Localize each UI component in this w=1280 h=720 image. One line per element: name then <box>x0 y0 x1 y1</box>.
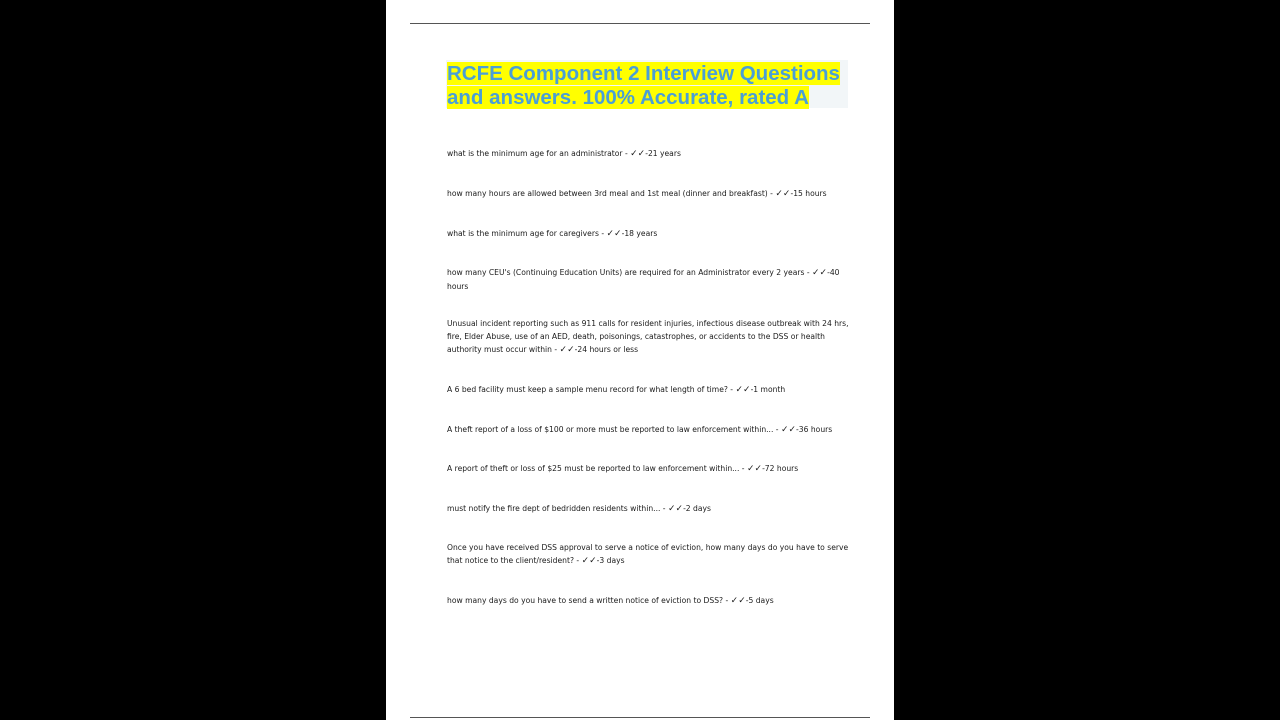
qa-item-11 <box>447 594 849 608</box>
question-text: how many days do you have to send a written notice of eviction to DSS? - <box>447 596 729 605</box>
check-icon: ✓✓ <box>730 596 746 606</box>
question-text: Unusual incident reporting such as 911 calls for resident injuries, infectious disease outbreak with 24 hrs, fire, Elder Abuse, use of an AED, death, poisonings, catastrophes, or accidents to the DSS or health authority must occur within - <box>447 319 849 354</box>
qa-item-5 <box>447 317 849 357</box>
check-icon: ✓✓ <box>775 189 791 199</box>
qa-item-9 <box>447 502 849 516</box>
answer-text: -40 hours <box>447 268 840 291</box>
check-icon: ✓✓ <box>812 268 828 278</box>
question-text: what is the minimum age for caregivers - <box>447 229 605 238</box>
answer-text: -24 hours or less <box>574 345 639 354</box>
qa-item-2 <box>447 187 849 201</box>
qa-item-7 <box>447 423 849 437</box>
answer-text: -36 hours <box>796 425 833 434</box>
qa-item-4 <box>447 266 849 293</box>
check-icon: ✓✓ <box>667 504 684 514</box>
question-text: how many hours are allowed between 3rd meal and 1st meal (dinner and breakfast) - <box>447 189 773 198</box>
answer-text: -21 years <box>645 149 681 158</box>
check-icon: ✓✓ <box>735 385 751 395</box>
qa-item-6 <box>447 383 849 397</box>
question-text: A report of theft or loss of $25 must be reported to law enforcement within... - <box>447 464 745 473</box>
qa-item-1 <box>447 147 849 161</box>
answer-text: -3 days <box>596 556 625 565</box>
qa-item-3 <box>447 227 849 241</box>
answer-text: -2 days <box>683 504 711 513</box>
document-page <box>386 0 894 720</box>
answer-text: -5 days <box>745 596 774 605</box>
bottom-rule <box>410 717 870 718</box>
question-text: must notify the fire dept of bedridden residents within... - <box>447 504 666 513</box>
title-highlight: RCFE Component 2 Interview Questions and answers. 100% Accurate, rated A <box>447 62 840 109</box>
qa-item-8 <box>447 462 849 476</box>
check-icon: ✓✓ <box>559 345 575 355</box>
answer-text: -18 years <box>621 229 658 238</box>
top-rule <box>410 23 870 24</box>
document-title <box>447 62 847 110</box>
check-icon: ✓✓ <box>606 229 622 239</box>
qa-item-10 <box>447 541 849 568</box>
question-text: A 6 bed facility must keep a sample menu record for what length of time? - <box>447 385 734 394</box>
check-icon: ✓✓ <box>581 556 597 566</box>
question-text: A theft report of a loss of $100 or more must be reported to law enforcement within... - <box>447 425 779 434</box>
answer-text: -1 month <box>750 385 786 394</box>
question-text: Once you have received DSS approval to serve a notice of eviction, how many days do you have to serve that notice to the client/resident? - <box>447 543 849 565</box>
answer-text: -15 hours <box>790 189 827 198</box>
check-icon: ✓✓ <box>630 149 646 159</box>
check-icon: ✓✓ <box>746 464 763 474</box>
question-text: what is the minimum age for an administrator - <box>447 149 628 158</box>
answer-text: -72 hours <box>762 464 799 473</box>
question-text: how many CEU's (Continuing Education Units) are required for an Administrator every 2 years - <box>447 268 810 277</box>
check-icon: ✓✓ <box>780 425 797 435</box>
